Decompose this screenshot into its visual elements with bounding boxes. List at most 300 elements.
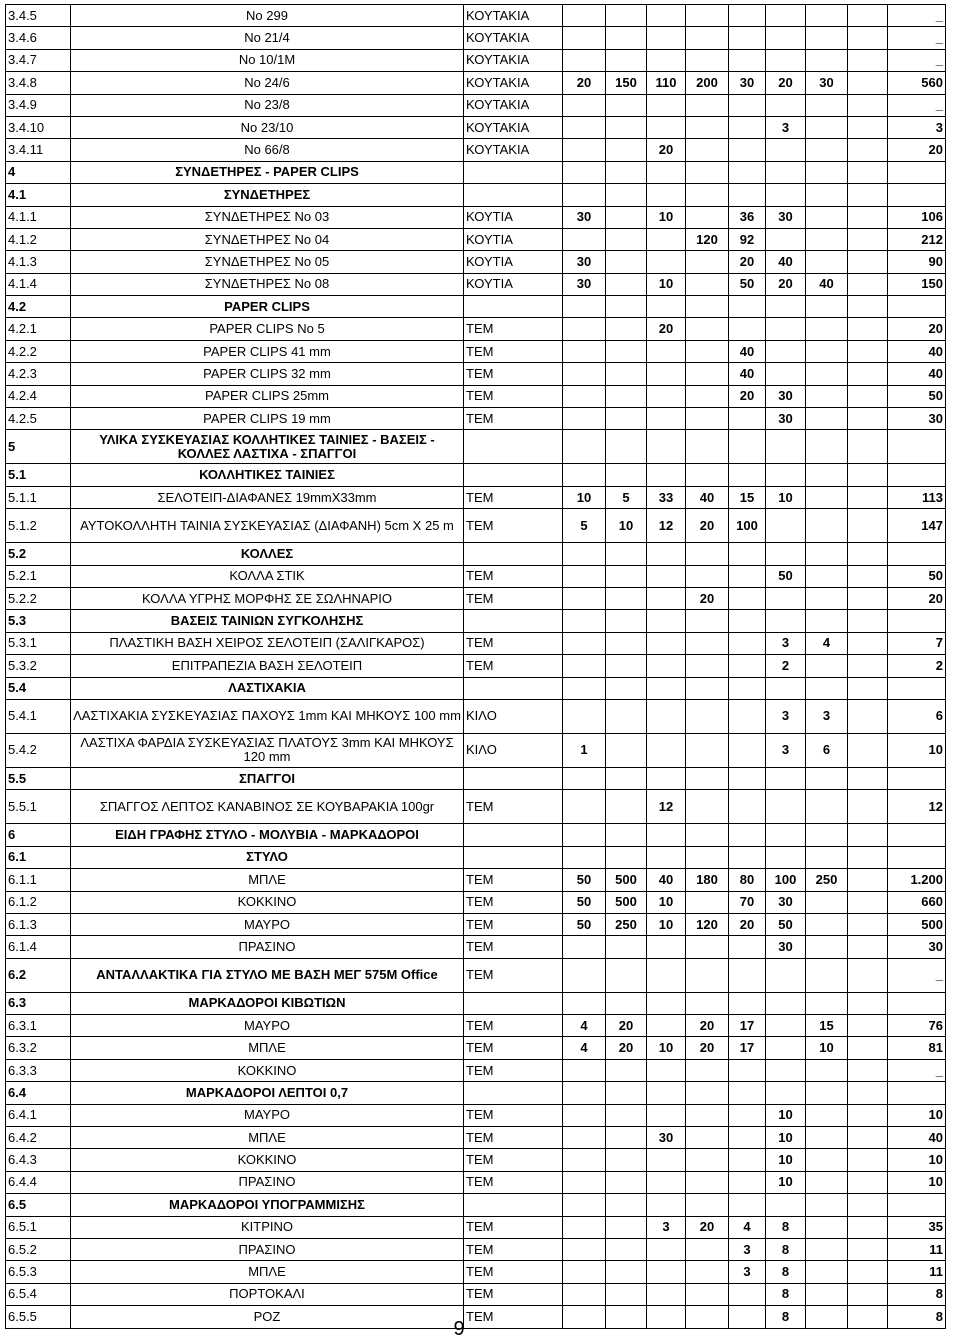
- quantity-cell: [606, 49, 647, 71]
- quantity-cell: [686, 139, 729, 161]
- total-cell: 7: [888, 632, 946, 654]
- table-row: [6, 486, 946, 508]
- item-description-cell: PAPER CLIPS 41 mm: [71, 340, 464, 362]
- total-cell: 40: [888, 340, 946, 362]
- quantity-cell: 10: [766, 1171, 806, 1193]
- unit-cell: [464, 992, 563, 1014]
- table-row: [6, 632, 946, 654]
- quantity-cell: 30: [729, 72, 766, 94]
- quantity-cell: [606, 251, 647, 273]
- table-row: [6, 1194, 946, 1216]
- quantity-cell: [647, 228, 686, 250]
- table-row: [6, 161, 946, 183]
- table-row: [6, 1283, 946, 1305]
- unit-cell: [464, 767, 563, 789]
- unit-cell: [464, 464, 563, 486]
- quantity-cell: [647, 464, 686, 486]
- quantity-cell: [729, 27, 766, 49]
- quantity-cell: [729, 767, 766, 789]
- total-cell: 10: [888, 1104, 946, 1126]
- quantity-cell: [563, 184, 606, 206]
- item-description-cell: No 66/8: [71, 139, 464, 161]
- quantity-cell: [647, 1238, 686, 1260]
- item-description-cell: ΚΙΤΡΙΝΟ: [71, 1216, 464, 1238]
- quantity-cell: [647, 161, 686, 183]
- total-cell: 12: [888, 790, 946, 824]
- quantity-cell: [848, 1261, 888, 1283]
- quantity-cell: [647, 296, 686, 318]
- table-row: [6, 992, 946, 1014]
- quantity-cell: [848, 430, 888, 464]
- quantity-cell: 250: [606, 913, 647, 935]
- table-row: [6, 1059, 946, 1081]
- quantity-cell: [647, 699, 686, 733]
- quantity-cell: [848, 565, 888, 587]
- quantity-cell: [806, 1238, 848, 1260]
- quantity-cell: [563, 1059, 606, 1081]
- item-description-cell: ΠΡΑΣΙΝΟ: [71, 1238, 464, 1260]
- quantity-cell: [766, 790, 806, 824]
- quantity-cell: [647, 1059, 686, 1081]
- item-code-cell: 5.4: [6, 677, 71, 699]
- quantity-cell: 20: [606, 1037, 647, 1059]
- quantity-cell: [563, 1127, 606, 1149]
- quantity-cell: [729, 610, 766, 632]
- table-row: [6, 228, 946, 250]
- table-row: [6, 790, 946, 824]
- quantity-cell: [686, 677, 729, 699]
- quantity-cell: [686, 49, 729, 71]
- quantity-cell: [806, 385, 848, 407]
- quantity-cell: [848, 767, 888, 789]
- quantity-cell: 5: [606, 486, 647, 508]
- quantity-cell: [563, 1171, 606, 1193]
- quantity-cell: [806, 655, 848, 677]
- quantity-cell: [729, 94, 766, 116]
- total-cell: 10: [888, 1149, 946, 1171]
- quantity-cell: [606, 318, 647, 340]
- unit-cell: ΤΕΜ: [464, 958, 563, 992]
- quantity-cell: 8: [766, 1238, 806, 1260]
- quantity-cell: [606, 430, 647, 464]
- quantity-cell: [729, 1149, 766, 1171]
- unit-cell: [464, 543, 563, 565]
- table-row: [6, 1171, 946, 1193]
- quantity-cell: [606, 632, 647, 654]
- item-description-cell: ΜΑΥΡΟ: [71, 1015, 464, 1037]
- unit-cell: [464, 846, 563, 868]
- quantity-cell: 15: [729, 486, 766, 508]
- item-description-cell: ΒΑΣΕΙΣ ΤΑΙΝΙΩΝ ΣΥΓΚΟΛΗΣΗΣ: [71, 610, 464, 632]
- quantity-cell: [806, 543, 848, 565]
- item-description-cell: PAPER CLIPS 25mm: [71, 385, 464, 407]
- unit-cell: [464, 296, 563, 318]
- table-row: [6, 1104, 946, 1126]
- quantity-cell: [848, 1194, 888, 1216]
- quantity-cell: 20: [729, 913, 766, 935]
- quantity-cell: [563, 1216, 606, 1238]
- unit-cell: ΚΟΥΤΑΚΙΑ: [464, 5, 563, 27]
- quantity-cell: 20: [686, 1037, 729, 1059]
- quantity-cell: [766, 1059, 806, 1081]
- quantity-cell: 20: [729, 385, 766, 407]
- total-cell: [888, 992, 946, 1014]
- item-code-cell: 6.5.5: [6, 1306, 71, 1328]
- quantity-cell: [766, 1082, 806, 1104]
- quantity-cell: 20: [766, 273, 806, 295]
- quantity-cell: 20: [563, 72, 606, 94]
- quantity-cell: [606, 767, 647, 789]
- quantity-cell: [766, 1037, 806, 1059]
- quantity-cell: [686, 296, 729, 318]
- quantity-cell: [563, 655, 606, 677]
- quantity-cell: 40: [766, 251, 806, 273]
- quantity-cell: [729, 116, 766, 138]
- quantity-cell: 4: [806, 632, 848, 654]
- quantity-cell: [647, 846, 686, 868]
- unit-cell: ΤΕΜ: [464, 385, 563, 407]
- quantity-cell: [806, 27, 848, 49]
- quantity-cell: [606, 958, 647, 992]
- unit-cell: ΤΕΜ: [464, 1216, 563, 1238]
- quantity-cell: [806, 891, 848, 913]
- quantity-cell: [647, 1171, 686, 1193]
- quantity-cell: [729, 49, 766, 71]
- unit-cell: ΤΕΜ: [464, 340, 563, 362]
- quantity-cell: [686, 1127, 729, 1149]
- quantity-cell: [647, 655, 686, 677]
- quantity-cell: [563, 464, 606, 486]
- quantity-cell: [806, 94, 848, 116]
- quantity-cell: 100: [766, 869, 806, 891]
- table-row: [6, 767, 946, 789]
- quantity-cell: [563, 565, 606, 587]
- quantity-cell: [686, 699, 729, 733]
- quantity-cell: [848, 1216, 888, 1238]
- unit-cell: [464, 161, 563, 183]
- total-cell: 660: [888, 891, 946, 913]
- unit-cell: ΤΕΜ: [464, 869, 563, 891]
- item-description-cell: No 23/8: [71, 94, 464, 116]
- item-code-cell: 4.1: [6, 184, 71, 206]
- quantity-cell: 40: [729, 363, 766, 385]
- quantity-cell: [647, 733, 686, 767]
- unit-cell: ΤΕΜ: [464, 1059, 563, 1081]
- quantity-cell: [606, 1283, 647, 1305]
- quantity-cell: [729, 5, 766, 27]
- table-row: [6, 27, 946, 49]
- quantity-cell: [729, 790, 766, 824]
- quantity-cell: [848, 677, 888, 699]
- total-cell: 50: [888, 565, 946, 587]
- item-code-cell: 5.1.2: [6, 509, 71, 543]
- quantity-cell: 40: [729, 340, 766, 362]
- quantity-cell: [563, 767, 606, 789]
- quantity-cell: 20: [766, 72, 806, 94]
- quantity-cell: 50: [563, 869, 606, 891]
- quantity-cell: [806, 430, 848, 464]
- quantity-cell: [606, 733, 647, 767]
- quantity-cell: 30: [766, 936, 806, 958]
- quantity-cell: [686, 632, 729, 654]
- quantity-cell: [806, 296, 848, 318]
- total-cell: _: [888, 49, 946, 71]
- table-row: [6, 1015, 946, 1037]
- unit-cell: ΤΕΜ: [464, 790, 563, 824]
- quantity-cell: [848, 1082, 888, 1104]
- quantity-cell: [848, 27, 888, 49]
- quantity-cell: [606, 936, 647, 958]
- total-cell: 8: [888, 1283, 946, 1305]
- unit-cell: [464, 430, 563, 464]
- quantity-cell: [647, 340, 686, 362]
- quantity-cell: [848, 363, 888, 385]
- total-cell: 500: [888, 913, 946, 935]
- quantity-cell: [563, 5, 606, 27]
- item-description-cell: ΚΟΛΛΑ ΥΓΡΗΣ ΜΟΡΦΗΣ ΣΕ ΣΩΛΗΝΑΡΙΟ: [71, 587, 464, 609]
- quantity-cell: [848, 1127, 888, 1149]
- table-row: [6, 273, 946, 295]
- quantity-cell: [806, 49, 848, 71]
- total-cell: [888, 846, 946, 868]
- quantity-cell: [766, 610, 806, 632]
- unit-cell: ΚΟΥΤΙΑ: [464, 251, 563, 273]
- quantity-cell: 50: [729, 273, 766, 295]
- quantity-cell: [563, 408, 606, 430]
- quantity-cell: 17: [729, 1037, 766, 1059]
- quantity-cell: [647, 767, 686, 789]
- quantity-cell: [848, 206, 888, 228]
- unit-cell: ΤΕΜ: [464, 363, 563, 385]
- quantity-cell: [563, 677, 606, 699]
- quantity-cell: [729, 1171, 766, 1193]
- quantity-cell: [848, 1015, 888, 1037]
- quantity-cell: [606, 655, 647, 677]
- quantity-cell: 3: [729, 1261, 766, 1283]
- quantity-cell: [686, 543, 729, 565]
- quantity-cell: [686, 1171, 729, 1193]
- item-description-cell: ΜΑΡΚΑΔΟΡΟΙ ΚΙΒΩΤΙΩΝ: [71, 992, 464, 1014]
- quantity-cell: 150: [606, 72, 647, 94]
- quantity-cell: [766, 543, 806, 565]
- total-cell: 11: [888, 1261, 946, 1283]
- quantity-cell: 20: [686, 509, 729, 543]
- quantity-cell: [729, 846, 766, 868]
- unit-cell: [464, 677, 563, 699]
- quantity-cell: [606, 1171, 647, 1193]
- quantity-cell: [766, 767, 806, 789]
- total-cell: 30: [888, 936, 946, 958]
- table-row: [6, 464, 946, 486]
- quantity-cell: [606, 161, 647, 183]
- quantity-cell: [647, 587, 686, 609]
- quantity-cell: [686, 273, 729, 295]
- item-description-cell: ΕΠΙΤΡΑΠΕΖΙΑ ΒΑΣΗ ΣΕΛΟΤΕΙΠ: [71, 655, 464, 677]
- item-description-cell: ΑΝΤΑΛΛΑΚΤΙΚΑ ΓΙΑ ΣΤΥΛΟ ΜΕ ΒΑΣΗ ΜΕΓ 575Μ Office: [71, 958, 464, 992]
- item-description-cell: ΚΟΚΚΙΝΟ: [71, 891, 464, 913]
- unit-cell: ΚΙΛΟ: [464, 733, 563, 767]
- item-code-cell: 6.4.1: [6, 1104, 71, 1126]
- quantity-cell: [766, 139, 806, 161]
- item-code-cell: 6.1.2: [6, 891, 71, 913]
- item-code-cell: 6.5.2: [6, 1238, 71, 1260]
- quantity-cell: [766, 228, 806, 250]
- quantity-cell: [729, 992, 766, 1014]
- quantity-cell: [729, 408, 766, 430]
- unit-cell: ΤΕΜ: [464, 1238, 563, 1260]
- item-description-cell: ΜΑΥΡΟ: [71, 913, 464, 935]
- quantity-cell: [686, 1082, 729, 1104]
- quantity-cell: [848, 610, 888, 632]
- total-cell: [888, 184, 946, 206]
- item-description-cell: ΚΟΛΛΕΣ: [71, 543, 464, 565]
- quantity-cell: [806, 318, 848, 340]
- quantity-cell: [848, 846, 888, 868]
- item-description-cell: ΛΑΣΤΙΧΑ ΦΑΡΔΙΑ ΣΥΣΚΕΥΑΣΙΑΣ ΠΛΑΤΟΥΣ 3mm ΚΑΙ ΜΗΚΟΥΣ 120 mm: [71, 733, 464, 767]
- quantity-cell: 10: [563, 486, 606, 508]
- item-description-cell: ΠΡΑΣΙΝΟ: [71, 936, 464, 958]
- quantity-cell: [766, 318, 806, 340]
- item-code-cell: 4.2.4: [6, 385, 71, 407]
- quantity-cell: [686, 184, 729, 206]
- item-code-cell: 4.2.5: [6, 408, 71, 430]
- unit-cell: ΚΟΥΤΑΚΙΑ: [464, 116, 563, 138]
- total-cell: [888, 677, 946, 699]
- item-description-cell: ΣΠΑΓΓΟΙ: [71, 767, 464, 789]
- quantity-cell: [686, 610, 729, 632]
- total-cell: [888, 430, 946, 464]
- item-description-cell: ΥΛΙΚΑ ΣΥΣΚΕΥΑΣΙΑΣ ΚΟΛΛΗΤΙΚΕΣ ΤΑΙΝΙΕΣ - ΒΑΣΕΙΣ - ΚΟΛΛΕΣ ΛΑΣΤΙΧΑ - ΣΠΑΓΓΟΙ: [71, 430, 464, 464]
- quantity-cell: [848, 161, 888, 183]
- table-row: [6, 869, 946, 891]
- quantity-cell: [686, 5, 729, 27]
- quantity-cell: [606, 1104, 647, 1126]
- quantity-cell: [563, 1104, 606, 1126]
- quantity-cell: [606, 587, 647, 609]
- unit-cell: ΤΕΜ: [464, 913, 563, 935]
- quantity-cell: [563, 116, 606, 138]
- quantity-cell: [686, 464, 729, 486]
- quantity-cell: [806, 790, 848, 824]
- quantity-cell: [848, 273, 888, 295]
- total-cell: 560: [888, 72, 946, 94]
- quantity-cell: 70: [729, 891, 766, 913]
- total-cell: 1.200: [888, 869, 946, 891]
- table-row: [6, 936, 946, 958]
- total-cell: 147: [888, 509, 946, 543]
- quantity-cell: [563, 958, 606, 992]
- quantity-cell: [606, 363, 647, 385]
- quantity-cell: 10: [766, 1104, 806, 1126]
- item-code-cell: 6.5.1: [6, 1216, 71, 1238]
- quantity-cell: 5: [563, 509, 606, 543]
- quantity-cell: 12: [647, 509, 686, 543]
- item-description-cell: No 10/1M: [71, 49, 464, 71]
- quantity-cell: [848, 790, 888, 824]
- table-row: [6, 385, 946, 407]
- quantity-cell: 20: [729, 251, 766, 273]
- unit-cell: ΚΙΛΟ: [464, 699, 563, 733]
- quantity-cell: [686, 846, 729, 868]
- quantity-cell: [848, 733, 888, 767]
- quantity-cell: [686, 891, 729, 913]
- quantity-cell: [806, 846, 848, 868]
- quantity-cell: [848, 1059, 888, 1081]
- quantity-cell: 3: [766, 699, 806, 733]
- item-code-cell: 6.1.1: [6, 869, 71, 891]
- quantity-cell: [647, 824, 686, 846]
- quantity-cell: [848, 49, 888, 71]
- item-code-cell: 4.2.1: [6, 318, 71, 340]
- total-cell: _: [888, 5, 946, 27]
- item-code-cell: 6.5.3: [6, 1261, 71, 1283]
- item-code-cell: 6.4.3: [6, 1149, 71, 1171]
- total-cell: 2: [888, 655, 946, 677]
- quantity-cell: [766, 5, 806, 27]
- quantity-cell: [563, 1082, 606, 1104]
- quantity-cell: [606, 273, 647, 295]
- quantity-cell: [729, 587, 766, 609]
- total-cell: 6: [888, 699, 946, 733]
- item-description-cell: No 23/10: [71, 116, 464, 138]
- quantity-cell: [848, 385, 888, 407]
- table-row: [6, 139, 946, 161]
- item-code-cell: 5.3: [6, 610, 71, 632]
- quantity-cell: 92: [729, 228, 766, 250]
- item-description-cell: ΚΟΛΛΑ ΣΤΙΚ: [71, 565, 464, 587]
- unit-cell: [464, 610, 563, 632]
- quantity-cell: [647, 1261, 686, 1283]
- quantity-cell: [729, 655, 766, 677]
- item-code-cell: 5: [6, 430, 71, 464]
- item-code-cell: 4: [6, 161, 71, 183]
- quantity-cell: [806, 610, 848, 632]
- quantity-cell: 100: [729, 509, 766, 543]
- unit-cell: ΤΕΜ: [464, 1261, 563, 1283]
- quantity-cell: 20: [647, 318, 686, 340]
- quantity-cell: [647, 1104, 686, 1126]
- quantity-cell: [606, 992, 647, 1014]
- table-row: [6, 677, 946, 699]
- item-description-cell: ΣΥΝΔΕΤΗΡΕΣ No 03: [71, 206, 464, 228]
- total-cell: _: [888, 27, 946, 49]
- item-description-cell: ΚΟΛΛΗΤΙΚΕΣ ΤΑΙΝΙΕΣ: [71, 464, 464, 486]
- quantity-cell: [766, 846, 806, 868]
- quantity-cell: 120: [686, 913, 729, 935]
- quantity-cell: 200: [686, 72, 729, 94]
- item-code-cell: 3.4.5: [6, 5, 71, 27]
- quantity-cell: [606, 464, 647, 486]
- total-cell: 20: [888, 587, 946, 609]
- quantity-cell: 40: [806, 273, 848, 295]
- quantity-cell: [806, 206, 848, 228]
- item-description-cell: ΠΡΑΣΙΝΟ: [71, 1171, 464, 1193]
- unit-cell: ΤΕΜ: [464, 1171, 563, 1193]
- quantity-cell: 30: [766, 206, 806, 228]
- item-code-cell: 4.1.2: [6, 228, 71, 250]
- quantity-cell: [686, 1059, 729, 1081]
- quantity-cell: [606, 824, 647, 846]
- item-code-cell: 6.3: [6, 992, 71, 1014]
- quantity-cell: [729, 1082, 766, 1104]
- quantity-cell: [766, 1194, 806, 1216]
- quantity-cell: 3: [766, 632, 806, 654]
- quantity-cell: [647, 677, 686, 699]
- quantity-cell: [848, 464, 888, 486]
- quantity-cell: [647, 1149, 686, 1171]
- quantity-cell: [606, 565, 647, 587]
- quantity-cell: [686, 733, 729, 767]
